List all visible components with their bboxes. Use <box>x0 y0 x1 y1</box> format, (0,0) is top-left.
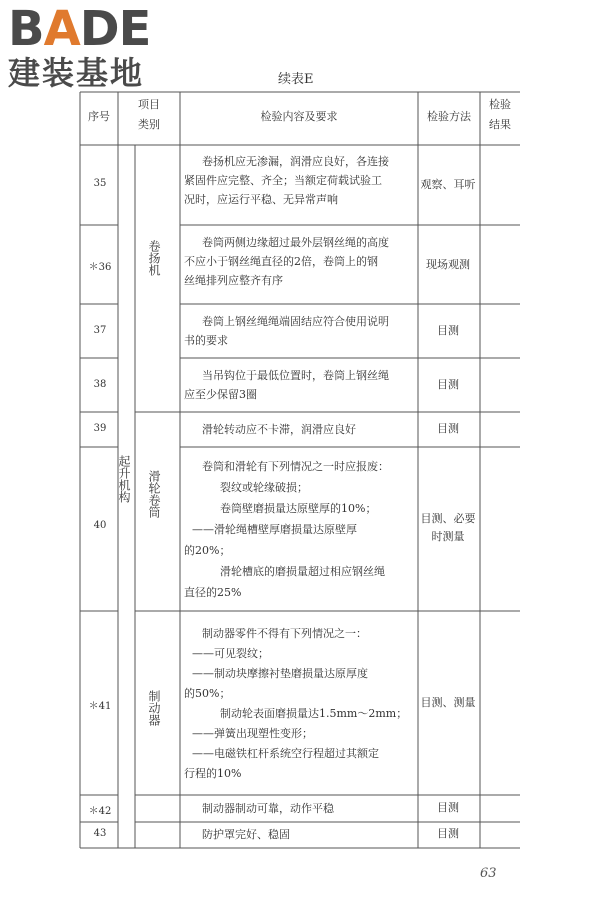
row-43-seq: 43 <box>93 828 107 839</box>
row-43-content: 防护罩完好、稳固 <box>202 828 290 841</box>
row-41-method: 目测、测量 <box>420 696 476 709</box>
row-37-content: 卷筒上钢丝绳绳端固结应符合使用说明 书的要求 <box>184 315 389 347</box>
logo-subtitle: 建装基地 <box>8 54 145 92</box>
row-40-content: 卷筒和滑轮有下列情况之一时应报废： 裂纹或轮缘破损； 卷筒壁磨损量达原壁厚的10%； ——滑轮绳槽壁厚磨损量达原壁厚 的20%； 滑轮槽底的磨损量超过相应钢丝绳 直径的25% <box>184 460 389 599</box>
header-category-1: 项目 <box>138 98 160 111</box>
row-39-method: 目测 <box>437 422 459 435</box>
table-title: 续表E <box>278 72 314 87</box>
row-40-method: 目测、必要 时测量 <box>420 512 476 543</box>
row-40-seq: 40 <box>93 520 107 531</box>
group-lifting-mechanism: 起升机构 <box>117 455 131 503</box>
header-result-2: 结果 <box>489 118 511 131</box>
row-42-seq: ＊42 <box>88 806 112 817</box>
row-38-seq: 38 <box>93 379 107 390</box>
row-37-method: 目测 <box>437 324 459 337</box>
subgroup-brake: 制动器 <box>147 690 161 726</box>
row-38-content: 当吊钩位于最低位置时，卷筒上钢丝绳 应至少保留3圈 <box>184 369 389 401</box>
row-43-method: 目测 <box>437 827 459 840</box>
row-41-content: 制动器零件不得有下列情况之一： ——可见裂纹； ——制动块摩擦衬垫磨损量达原厚度 的50%； 制动轮表面磨损量达1.5mm～2mm； ——弹簧出现塑性变形； ——电磁铁杠杆系统空行程超过其额定 行程的10% <box>184 627 408 780</box>
header-seq: 序号 <box>88 110 110 123</box>
header-method: 检验方法 <box>427 110 471 123</box>
header-content: 检验内容及要求 <box>260 110 338 123</box>
row-38-method: 目测 <box>437 378 459 391</box>
logo-wordmark: BADE <box>8 1 151 57</box>
row-42-content: 制动器制动可靠，动作平稳 <box>202 802 334 815</box>
row-42-method: 目测 <box>437 801 459 814</box>
subgroup-hoist: 卷扬机 <box>147 240 161 276</box>
row-36-seq: ＊36 <box>88 262 112 273</box>
row-36-method: 现场观测 <box>426 258 470 271</box>
row-35-method: 观察、耳听 <box>420 178 476 191</box>
row-39-content: 滑轮转动应不卡滞，润滑应良好 <box>202 423 356 436</box>
row-35-content: 卷扬机应无渗漏，润滑应良好，各连接 紧固件应完整、齐全；当额定荷载试验工 况时，应运行平稳、无异常声响 <box>184 155 389 206</box>
row-35-seq: 35 <box>93 178 107 189</box>
row-36-content: 卷筒两侧边缘超过最外层钢丝绳的高度 不应小于钢丝绳直径的2倍，卷筒上的钢 丝绳排列应整齐有序 <box>184 236 389 287</box>
subgroup-pulley-drum: 滑轮卷筒 <box>147 470 161 518</box>
row-39-seq: 39 <box>93 423 107 434</box>
row-37-seq: 37 <box>93 325 107 336</box>
page-number: 63 <box>480 866 497 881</box>
row-41-seq: ＊41 <box>88 701 112 712</box>
header-result-1: 检验 <box>489 98 511 111</box>
header-category-2: 类别 <box>138 118 160 131</box>
